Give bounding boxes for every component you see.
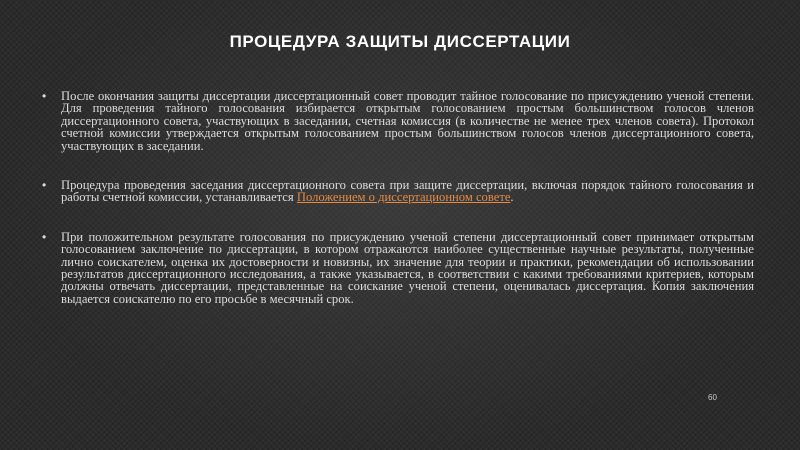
bullet-item (42, 231, 754, 305)
bullet-list (42, 90, 754, 332)
bullet-text: При положительном результате голосования по присуждению ученой степени диссертационный совет принимает открытым голосованием заключение по диссертации, в котором отражаются наиболее существенные научные результаты, полученные лично соискателем, оценка их достоверности и новизны, их значение для теории и практики, рекомендации об использовании результатов диссертационного исследования, а также указывается, в соответствии с какими требованиями критериев, которым должны отвечать диссертации, представленные на соискание ученой степени, оценивалась диссертация. Копия заключения выдается соискателю по его просьбе в месячный срок. (61, 229, 754, 306)
bullet-item (42, 179, 754, 204)
page-number: 60 (708, 393, 717, 402)
bullet-text: После окончания защиты диссертации диссертационный совет проводит тайное голосование по присуждению ученой степени. Для проведения тайного голосования избирается открытым голосованием простым большинством голосов членов диссертационного совета, участвующих в заседании, счетная комиссия (в количестве не менее трех членов совета). Протокол счетной комиссии утверждается открытым голосованием простым большинством голосов членов диссертационного совета, участвующих в заседании. (61, 89, 754, 153)
bullet-item (42, 90, 754, 152)
bullet-text-before-link: Процедура проведения заседания диссертационного совета при защите диссертации, включая порядок тайного голосования и работы счетной комиссии, устанавливается (61, 178, 754, 205)
slide-title: ПРОЦЕДУРА ЗАЩИТЫ ДИССЕРТАЦИИ (229, 32, 571, 51)
regulation-link[interactable]: Положением о диссертационном совете (296, 190, 511, 205)
bullet-text-after-link: . (510, 190, 514, 205)
